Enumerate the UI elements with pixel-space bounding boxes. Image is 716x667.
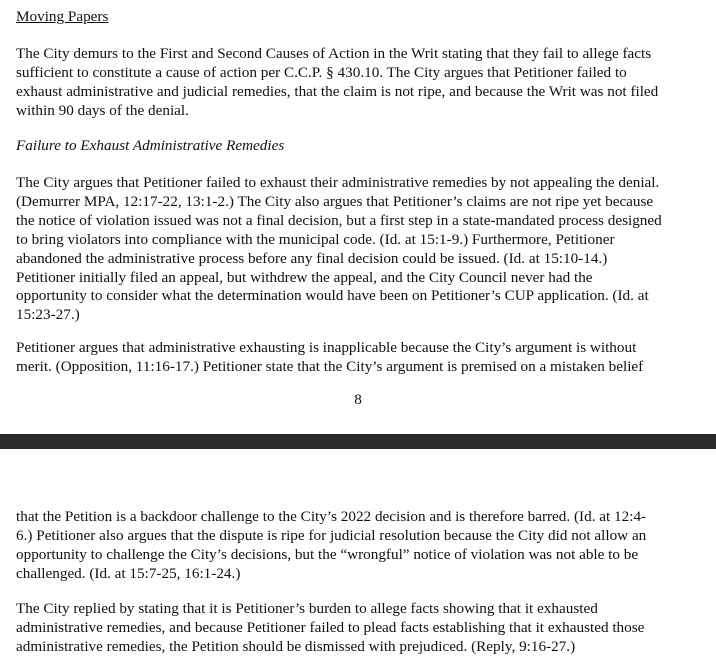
section-heading-moving-papers: Moving Papers	[16, 8, 109, 25]
paragraph-demurrer-summary: The City demurs to the First and Second Causes of Action in the Writ stating that they fail to allege facts sufficient to constitute a cause of action per C.C.P. § 430.10. The City argues that Petitioner failed to exhaust administrative and judicial remedies, that the claim is not ripe, and because the Writ was not filed within 90 days of the denial.	[16, 45, 659, 119]
page-number: 8	[354, 391, 362, 408]
paragraph-petitioner-continued: that the Petition is a backdoor challenge to the City’s 2022 decision and is therefore barred. (Id. at 12:4- 6.) Petitioner also argues that the dispute is ripe for judicial resolution because the City did not allow an opportunity to challenge the City’s decisions, but the “wrongful” notice of violation was not able to be challenged. (Id. at 15:7-25, 16:1-24.)	[16, 508, 647, 582]
paragraph-city-argument: The City argues that Petitioner failed to exhaust their administrative remedies by not appealing the denial. (Demurrer MPA, 12:17-22, 13:1-2.) The City also argues that Petitioner’s claims are not ripe yet because the notice of violation issued was not a final decision, but a first step in a state-mandated process designed to bring violators into compliance with the municipal code. (Id. at 15:1-9.) Furthermore, Petitioner abandoned the administrative process before any final decision could be issued. (Id. at 15:10-14.) Petitioner initially filed an appeal, but withdrew the appeal, and the City Council never had the opportunity to consider what the determination would have been on Petitioner’s CUP application. (Id. at 15:23-27.)	[16, 174, 662, 324]
paragraph-city-reply: The City replied by stating that it is Petitioner’s burden to allege facts showing that it exhausted administrative remedies, and because Petitioner failed to plead facts establishing that it exhausted those administrative remedies, the Petition should be dismissed with prejudiced. (Reply, 9:16-27.)	[16, 600, 645, 655]
page-break-divider	[0, 434, 716, 449]
subheading-failure-to-exhaust: Failure to Exhaust Administrative Remedies	[16, 137, 285, 154]
document-page-9	[0, 449, 716, 667]
paragraph-petitioner-argument: Petitioner argues that administrative exhausting is inapplicable because the City’s argument is without merit. (Opposition, 11:16-17.) Petitioner state that the City’s argument is premised on a mistaken belief	[16, 339, 644, 375]
